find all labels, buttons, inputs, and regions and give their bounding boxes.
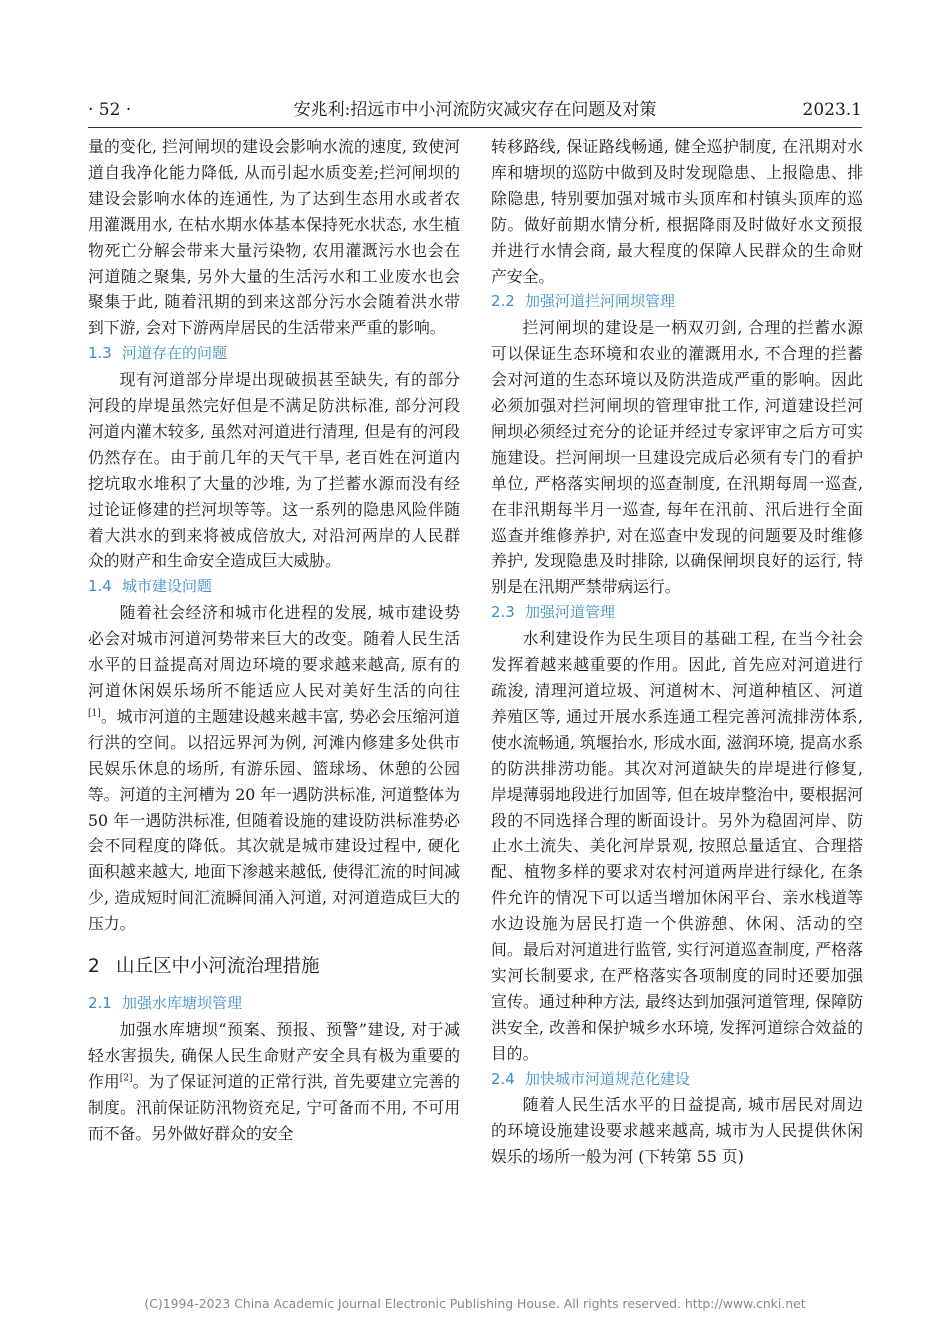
section-2-2-heading bbox=[491, 289, 863, 315]
running-title: 安兆利:招远市中小河流防灾减灾存在问题及对策 bbox=[293, 100, 657, 120]
chapter-title: 山丘区中小河流治理措施 bbox=[116, 956, 320, 978]
running-header bbox=[88, 95, 862, 125]
section-2-2-paragraph: 拦河闸坝的建设是一柄双刃剑, 合理的拦蓄水源可以保证生态环境和农业的灌溉用水, 不合理的拦蓄会对河道的生态环境以及防洪造成严重的影响。因此必须加强对拦河闸坝的管理审批工作, 河道建设拦河闸坝必须经过充分的论证并经过专家评审之后方可实施建设。拦河闸坝一旦建设完成后必须有专门的看护单位, 严格落实闸坝的巡查制度, 在汛期每周一巡查, 在非汛期每半月一巡查, 每年在汛前、汛后进行全面巡查并维修养护, 对在巡查中发现的问题要及时维修养护, 发现隐患及时排除, 以确保闸坝良好的运行, 特别是在汛期严禁带病运行。 bbox=[491, 318, 863, 597]
intro-paragraph: 量的变化, 拦河闸坝的建设会影响水流的速度, 致使河道自我净化能力降低, 从而引起水质变差;拦河闸坝的建设会影响水体的连通性, 为了达到生态用水或者农用灌溉用水, 在枯水期水体基本保持死水状态, 水生植物死亡分解会带来大量污染物, 农用灌溉污水也会在河道随之聚集, 另外大量的生活污水和工业废水也会聚集于此, 随着汛期的到来这部分污水会随着洪水带到下游, 会对下游两岸居民的生活带来严重的影响。 bbox=[88, 137, 460, 338]
left-column bbox=[88, 134, 460, 1146]
paragraph-text: 。为了保证河道的正常行洪, 首先要建立完善的制度。汛前保证防汛物资充足, 宁可备而不用, 不可用而不备。另外做好群众的安全 bbox=[88, 1071, 460, 1143]
chapter-2-heading bbox=[88, 943, 460, 989]
section-number: 2.3 bbox=[491, 603, 515, 622]
section-title: 加强河道管理 bbox=[525, 603, 616, 622]
header-rule bbox=[88, 127, 862, 128]
section-number: 1.3 bbox=[88, 344, 112, 363]
section-1-3-heading bbox=[88, 341, 460, 367]
section-2-3-paragraph: 水利建设作为民生项目的基础工程, 在当今社会发挥着越来越重要的作用。因此, 首先应对河道进行疏浚, 清理河道垃圾、河道树木、河道种植区、河道养殖区等, 通过开展水系连通工程完善河流排涝体系, 使水流畅通, 筑堰抬水, 形成水面, 滋润环境, 提高水系的防洪排涝功能。其次对河道缺失的岸堤进行修复, 岸堤薄弱地段进行加固等, 但在坡岸整治中, 要根据河段的不同选择合理的断面设计。另外为稳固河岸、防止水土流失、美化河岸景观, 按照总量适宜、合理搭配、植物多样的要求对农村河道两岸进行绿化, 在条件允许的情况下可以适当增加休闲平台、亲水栈道等水边设施为居民打造一个供游憩、休闲、活动的空间。最后对河道进行监管, 实行河道巡查制度, 严格落实河长制要求, 在严格落实各项制度的同时还要加强宣传。通过种种方法, 最终达到加强河道管理, 保障防洪安全, 改善和保护城乡水环境, 发挥河道综合效益的目的。 bbox=[491, 629, 863, 1063]
section-1-4-paragraph bbox=[88, 600, 460, 937]
page-number: · 52 · bbox=[88, 100, 132, 120]
citation-ref: [1] bbox=[88, 708, 101, 719]
section-number: 2.4 bbox=[491, 1069, 515, 1088]
section-title: 加快城市河道规范化建设 bbox=[525, 1069, 691, 1088]
copyright-footer: (C)1994-2023 China Academic Journal Electronic Publishing House. All rights reserved. http://www.cnki.net bbox=[144, 1296, 806, 1311]
section-2-3-heading bbox=[491, 600, 863, 626]
section-title: 加强河道拦河闸坝管理 bbox=[525, 292, 676, 311]
section-title: 加强水库塘坝管理 bbox=[122, 994, 243, 1013]
section-number: 2.1 bbox=[88, 994, 112, 1013]
section-2-1-heading bbox=[88, 991, 460, 1017]
section-2-4-heading bbox=[491, 1067, 863, 1093]
section-1-4-heading bbox=[88, 574, 460, 600]
section-2-4-paragraph: 随着人民生活水平的日益提高, 城市居民对周边的环境设施建设要求越来越高, 城市为人民提供休闲娱乐的场所一般为河 (下转第 55 页) bbox=[491, 1095, 863, 1167]
section-2-1-paragraph bbox=[88, 1017, 460, 1147]
paragraph-text: 加强水库塘坝“预案、预报、预警”建设, 对于减轻水害损失, 确保人民生命财产安全具有极为重要的作用 bbox=[88, 1019, 460, 1091]
chapter-number: 2 bbox=[88, 956, 100, 978]
paragraph-text: 随着社会经济和城市化进程的发展, 城市建设势必会对城市河道河势带来巨大的改变。随着人民生活水平的日益提高对周边环境的要求越来越高, 原有的河道休闲娱乐场所不能适应人民对美好生活的向往 bbox=[88, 603, 460, 700]
section-title: 河道存在的问题 bbox=[122, 344, 228, 363]
paragraph-text: 。城市河道的主题建设越来越丰富, 势必会压缩河道行洪的空间。以招远界河为例, 河滩内修建多处供市民娱乐休息的场所, 有游乐园、篮球场、休憩的公园等。河道的主河槽为 20 年一遇防洪标准, 河道整体为 50 年一遇防洪标准, 但随着设施的建设防洪标准势必会不同程度的降低。其次就是城市建设过程中, 硬化面积越来越大, 地面下渗越来越低, 使得汇流的时间减少, 造成短时间汇流瞬间涌入河道, 对河道造成巨大的压力。 bbox=[88, 706, 460, 934]
section-number: 2.2 bbox=[491, 292, 515, 311]
continued-paragraph: 转移路线, 保证路线畅通, 健全巡护制度, 在汛期对水库和塘坝的巡防中做到及时发现隐患、上报隐患、排除隐患, 特别要加强对城市头顶库和村镇头顶库的巡防。做好前期水情分析, 根据降雨及时做好水文预报并进行水情会商, 最大程度的保障人民群众的生命财产安全。 bbox=[491, 137, 863, 286]
right-column bbox=[491, 134, 863, 1170]
citation-ref: [2] bbox=[119, 1073, 133, 1084]
issue-date: 2023.1 bbox=[802, 100, 862, 120]
section-title: 城市建设问题 bbox=[122, 577, 213, 596]
section-1-3-paragraph: 现有河道部分岸堤出现破损甚至缺失, 有的部分河段的岸堤虽然完好但是不满足防洪标准, 部分河段河道内灌木较多, 虽然对河道进行清理, 但是有的河段仍然存在。由于前几年的天气干旱, 老百姓在河道内挖坑取水堆积了大量的沙堆, 为了拦蓄水源而没有经过论证修建的拦河坝等等。这一系列的隐患风险伴随着大洪水的到来将被成倍放大, 对沿河两岸的人民群众的财产和生命安全造成巨大威胁。 bbox=[88, 370, 460, 571]
section-number: 1.4 bbox=[88, 577, 112, 596]
